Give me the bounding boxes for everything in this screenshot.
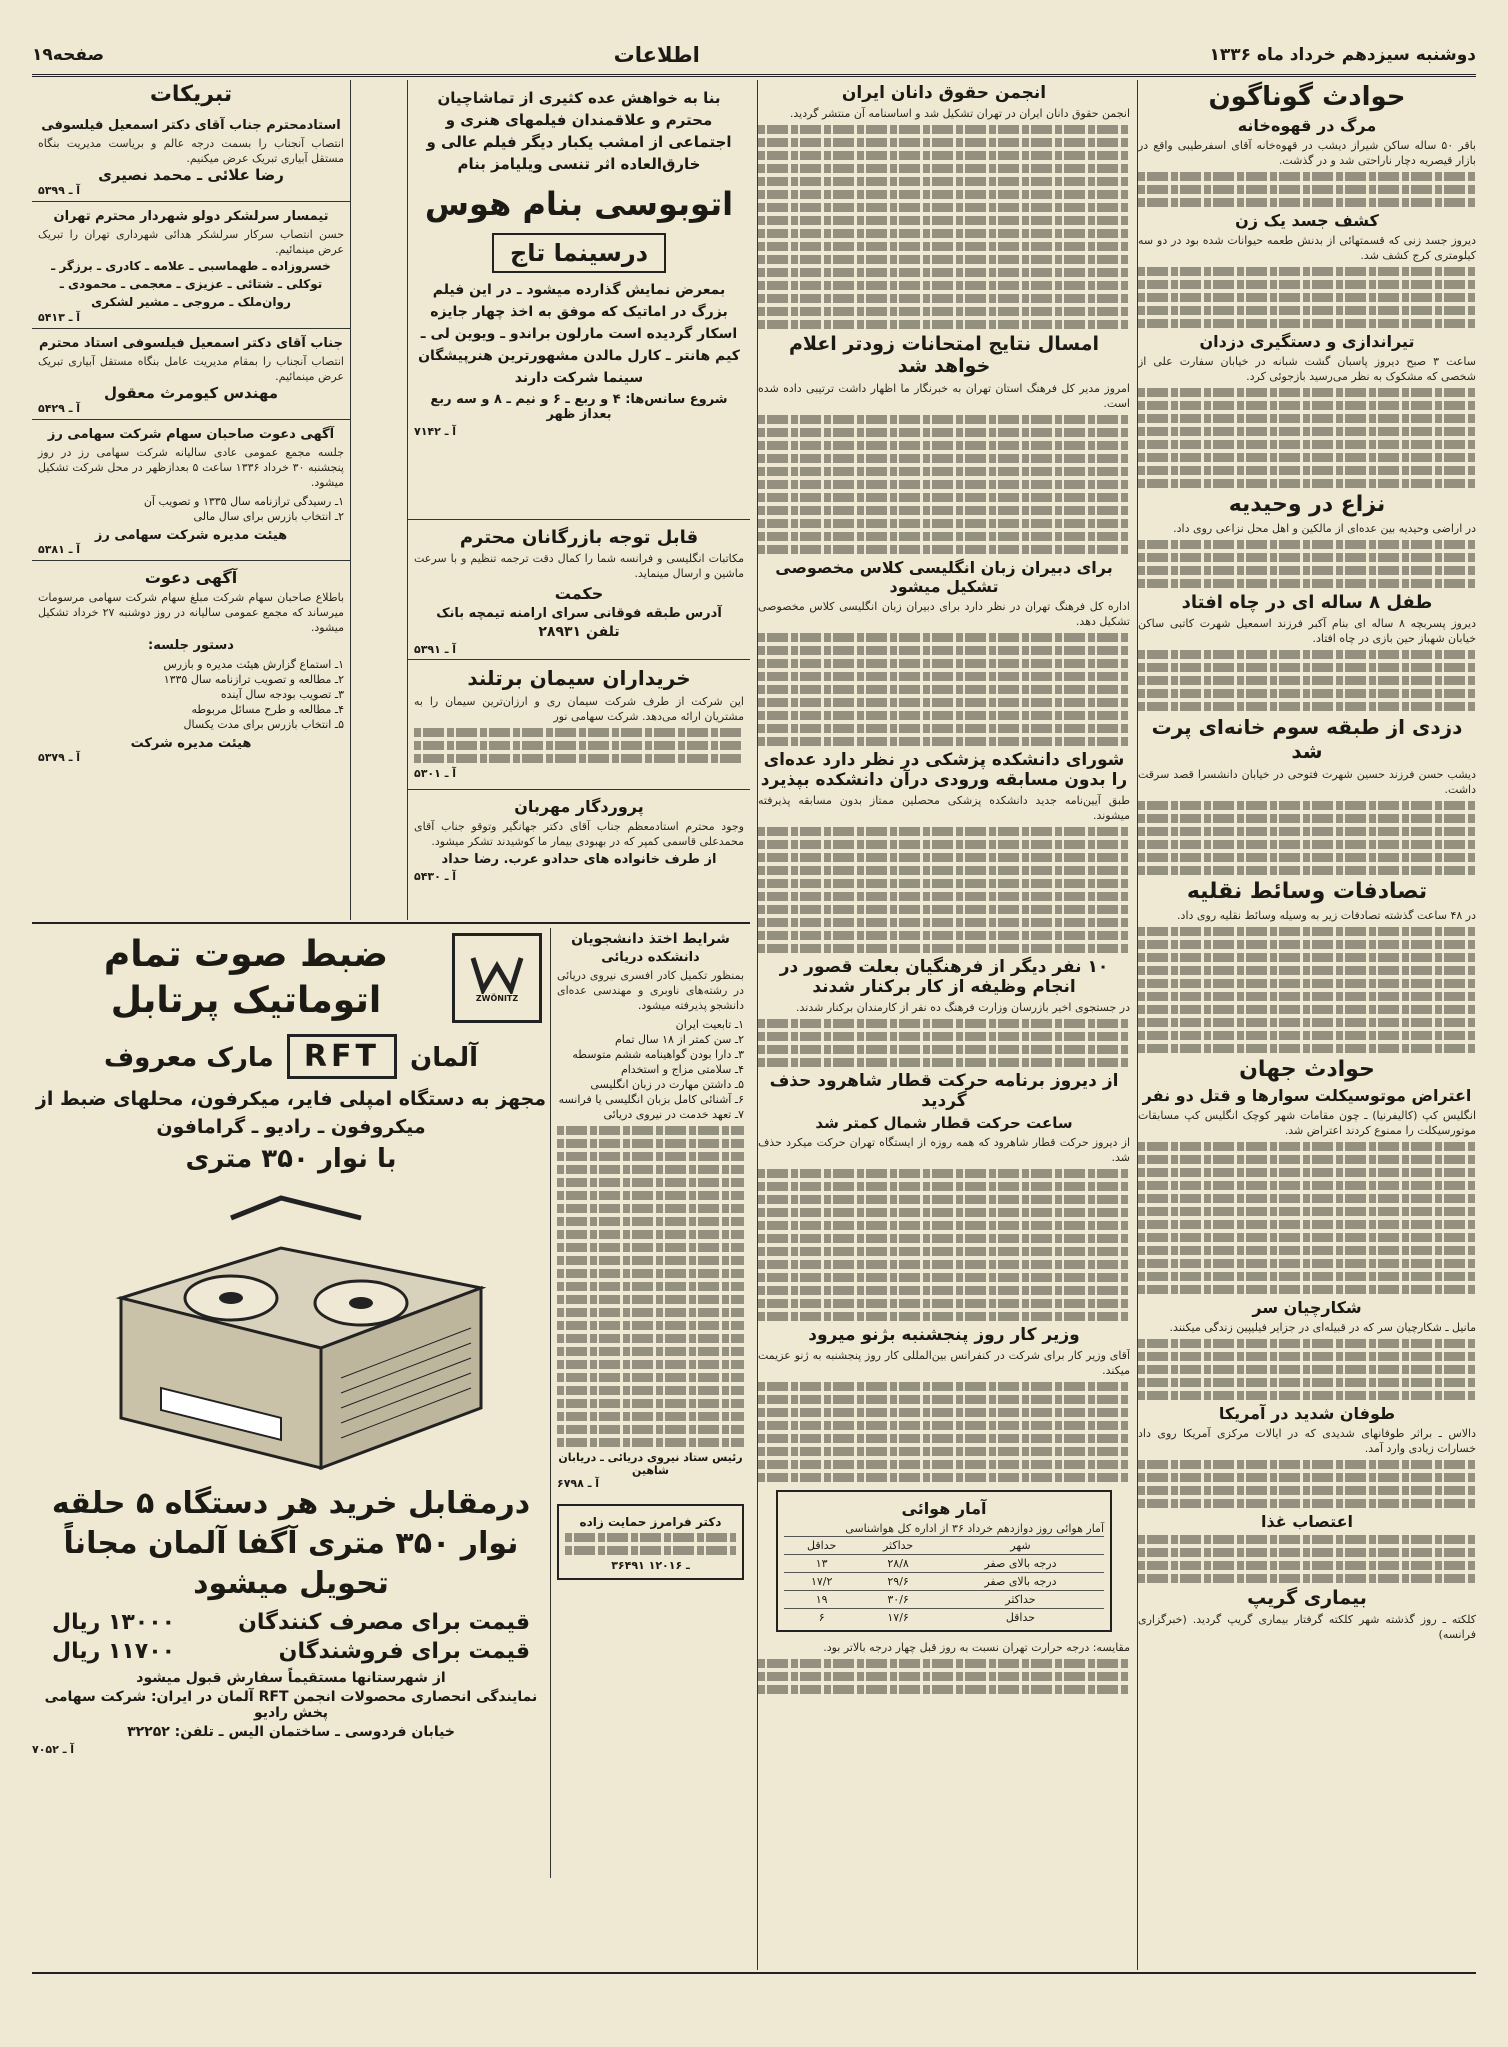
list-item: ۷ـ تعهد خدمت در نیروی دریائی [603,1108,744,1121]
ad-subtitle: دانشکده دریائی [601,950,700,965]
ad-body: این شرکت از طرف شرکت سیمان ری و ارزان‌ترین سیمان را به مشتریان ارائه می‌دهد. شرکت سهامی نور [414,695,744,723]
article-text: آقای وزیر کار برای شرکت در کنفرانس بین‌المللی کار روز پنجشنبه به ژنو عزیمت میکند. [758,1349,1130,1377]
thanks-ad [408,790,750,918]
agenda-list [38,494,344,524]
section-title: حوادث جهان [1239,1057,1375,1082]
notice [32,420,350,561]
column-ads [407,80,750,920]
headline: شورای دانشکده پزشکی در نظر دارد عده‌ای را بدون مسابقه ورودی درآن دانشکده بپذیرد [760,750,1128,790]
weather-note: مقایسه: درجه حرارت تهران نسبت به روز قبل چهار درجه بالاتر بود. [823,1641,1130,1654]
article-text: دیشب حسن فرزند حسین شهرت فتوحی در خیابان دانشسرا قصد سرقت داشت. [1138,768,1476,796]
headline: اعتصاب غذا [1260,1512,1354,1531]
movie-title: اتوبوسی بنام هوس [424,185,734,223]
notice-text: حسن انتصاب سرکار سرلشکر هدائی شهرداری تهران را تبریک عرض مینمائیم. [38,228,344,256]
ad-body: وجود محترم استادمعظم جناب آقای دکتر جهانگیر وتوقو جناب آقای محمدعلی قاسمی کمپر که در بهبودی بیمار ما کوشیدند تشکر میشود. [414,820,744,848]
list-item: ۳ـ تصویب بودجه سال آینده [220,688,344,701]
table-row: درجه بالای صفر ۲۹/۶ ۱۷/۲ [784,1573,1104,1591]
article-text: مانیل ـ شکارچیان سر که در قبیله‌ای در جزایر فیلیپین زندگی میکنند. [1169,1321,1476,1334]
company-name: حکمت [554,584,604,603]
ad-title: قابل توجه بازرگانان محترم [459,527,699,548]
brand-sub: مارک معروف [103,1043,274,1073]
price-dealer: ۱۱۷۰۰ ریال [52,1639,176,1664]
ad-ref: آ ـ ۵۴۳۰ [414,870,457,883]
column-news [1137,80,1476,1970]
article-text: انجمن حقوق دانان ایران در تهران تشکیل شد و اساسنامه آن منتشر گردید. [789,107,1130,120]
column-news-2 [757,80,1130,1970]
page-header [32,36,1476,77]
notice-text: باطلاع صاحبان سهام شرکت مبلغ سهام شرکت سهامی مرسومات میرساند که مجمع عمومی سالیانه در روز دوشنبه ۲۷ خرداد تشکیل میشود. [38,591,344,634]
notice-title: آگهی دعوت صاحبان سهام شرکت سهامی رز [47,427,335,442]
article-text: از دیروز حرکت قطار شاهرود که همه روزه از ایستگاه تهران حرکت میکرد حذف شد. [758,1136,1130,1164]
headline: انجمن حقوق دانان ایران [841,83,1047,103]
notice-signature: مهندس کیومرث معقول [103,384,279,402]
list-item: ۱ـ استماع گزارش هیئت مدیره و بازرس [163,658,344,671]
notice-title: تیمسار سرلشکر دولو شهردار محترم تهران [53,209,329,224]
headline: وزیر کار روز پنجشنبه بژنو میرود [808,1325,1080,1345]
weather-intro: آمار هوائی روز دوازدهم خرداد ۳۶ از اداره کل هواشناسی [845,1522,1104,1535]
notice [32,202,350,329]
notice-ref: آ ـ ۵۳۸۱ [38,543,81,556]
article-text: اداره کل فرهنگ تهران در نظر دارد برای دبیران زبان انگلیسی کلاس مخصوصی تشکیل دهد. [758,600,1130,628]
list-item: ۲ـ انتخاب بازرس برای سال مالی [193,510,344,523]
ad-footer: نمایندگی انحصاری محصولات انجمن RFT آلمان در ایران: شرکت سهامی پخش رادیو [44,1689,538,1721]
article-text: در ۴۸ ساعت گذشته تصادفات زیر به وسیله وسائط نقلیه روی داد. [1177,909,1476,922]
notice [32,329,350,420]
notice-signature: رضا علائی ـ محمد نصیری [98,166,284,184]
ad-title: شرایط اختذ دانشجویان [571,931,730,947]
ad-tape: با نوار ۳۵۰ متری [185,1144,397,1174]
weather-table: شهر حداکثر حداقل درجه بالای صفر ۲۸/۸ ۱۳ درجه بالای صفر ۲۹/۶ ۱۷/۲ حداکثر ۳۰/۶ ۱۹ حداقل ۱۷/۶ ۶ [784,1536,1104,1626]
notice-ref: آ ـ ۵۴۲۹ [38,402,81,415]
ad-ref: آ ـ ۶۷۹۸ [557,1477,600,1490]
origin: آلمان [410,1043,479,1073]
notice-ref: آ ـ ۵۳۹۹ [38,184,81,197]
headline: طفل ۸ ساله ای در چاه افتاد [1181,592,1433,613]
list-item: ۱ـ تابعیت ایران [675,1018,744,1031]
ad-footer: از شهرستانها مستقیماً سفارش قبول میشود [136,1670,446,1686]
headline: کشف جسد یک زن [1235,211,1379,230]
headline: برای دبیران زبان انگلیسی کلاس مخصوصی تشکیل میشود [775,558,1113,596]
headline: بیماری گریپ [1247,1587,1367,1609]
subheadline: ساعت حرکت قطار شمال کمتر شد [815,1114,1073,1132]
agenda-title: دستور جلسه: [148,638,234,653]
list-item: ۳ـ دارا بودن گواهینامه ششم متوسطه [572,1048,744,1061]
logo-text: ZWÖNITZ [475,993,519,1003]
headline: طوفان شدید در آمریکا [1218,1404,1396,1423]
article-text: دیروز جسد زنی که قسمتهائی از بدنش طعمه حیوانات شده بود در دو سه کیلومتری کرج کشف شد. [1138,234,1476,262]
ad-title: خریداران سیمان برتلند [467,666,691,690]
conditions-list [557,1017,744,1122]
notice-ref: آ ـ ۵۳۷۹ [38,751,81,764]
notice [32,561,350,768]
page-number: صفحه۱۹ [32,45,104,65]
notice-title: آگهی دعوت [144,568,238,587]
weather-box [776,1490,1112,1632]
tape-recorder-illustration-icon [81,1178,501,1478]
ad-ref: آ ـ ۵۳۰۱ [414,767,457,780]
list-item: ۴ـ مطالعه و طرح مسائل مربوطه [191,703,344,716]
notice-text: انتصاب آنجناب را بمقام مدیریت عامل بنگاه مستقل آبیاری تبریک عرض مینمائیم. [38,355,344,383]
article-text: دالاس ـ براثر طوفانهای شدیدی که در ایالات مرکزی آمریکا روی داد خسارات زیادی وارد آمد. [1138,1427,1476,1455]
headline: تصادفات وسائط نقلیه [1186,879,1428,904]
newspaper-name: اطلاعات [613,43,700,67]
price-dealer-label: قیمت برای فروشندگان [278,1639,530,1664]
headline: دزدی از طبقه سوم خانه‌ای پرت شد [1151,715,1463,763]
show-times: شروع سانس‌ها: ۴ و ربع ـ ۶ و نیم ـ ۸ و سه ربع بعداز ظهر [430,392,728,422]
notice-text: جلسه مجمع عمومی عادی سالیانه شرکت سهامی رز در روز پنجشنبه ۳۰ خرداد ۱۳۳۶ ساعت ۵ بعدازظهر در محل شرکت تشکیل میشود. [38,446,344,489]
headline: ۱۰ نفر دیگر از فرهنگیان بعلت قصور در انجام وظیفه از کار برکنار شدند [779,957,1109,997]
article-text: دیروز پسربچه ۸ ساله ای بنام آکبر فرزند اسمعیل شهرت کاتبی ساکن خیابان شهباز حین بازی در چاه افتاد. [1138,617,1476,645]
price-consumer-label: قیمت برای مصرف کنندگان [238,1610,530,1635]
headline: امسال نتایج امتحانات زودتر اعلام خواهد شد [788,333,1100,377]
ad-body: مکاتبات انگلیسی و فرانسه شما را کمال دقت ترجمه تنظیم و با سرعت ماشین و ارسال مینماید. [414,552,744,580]
zwonitz-logo-icon [469,954,525,994]
brand-name: RFT [287,1034,397,1079]
notice-title: استادمحترم جناب آقای دکتر اسمعیل فیلسوفی [41,118,341,133]
doctor-name: دکتر فرامرز حمایت زاده [579,1515,722,1529]
ad-title: پروردگار مهربان [514,797,644,816]
section-title: حوادث گوناگون [1208,82,1406,112]
ad-signature: رئیس ستاد نیروی دریائی ـ دریابان شاهین [558,1451,743,1477]
ad-ref: آ ـ ۷۰۵۲ [32,1743,75,1756]
notice [32,111,350,202]
doctor-card [557,1504,744,1580]
article-text: کلکته ـ روز گذشته شهر کلکته گرفتار بیماری گریپ گردید. (خبرگزاری فرانسه) [1138,1613,1476,1641]
ad-ref: آ ـ ۷۱۴۲ [414,425,457,438]
ad-features: مجهز به دستگاه امپلی فایر، میکرفون، محلهای ضبط از میکروفون ـ رادیو ـ گرامافون [35,1088,547,1138]
article-text: ساعت ۳ صبح دیروز پاسبان گشت شبانه در خیابان سفارت علی از شخصی که مشکوک به نظر می‌رسید بازجوئی کرد. [1138,355,1476,383]
headline: نزاع در وحیدیه [1228,492,1386,517]
article-text: انگلیس کپ (کالیفرنیا) ـ چون مقامات شهر کوچک انگلیس کپ مسابقات موتورسیکلت را ممنوع کردند اعتراض شد. [1138,1109,1476,1137]
conditions-ad [550,928,750,1878]
list-item: ۲ـ مطالعه و تصویب ترازنامه سال ۱۳۳۵ [163,673,344,686]
notice-text: انتصاب آنجناب را بسمت درجه عالم و بریاست مدیریت بنگاه مستقل آبیاری تبریک عرض میکنیم. [38,137,344,165]
agenda-list [38,657,344,732]
notice-signature: هیئت مدیره شرکت [130,736,252,751]
section-title: تبریکات [149,82,233,107]
notice-title: جناب آقای دکتر اسمعیل فیلسوفی استاد محترم [39,336,343,351]
ad-body: بمنظور تکمیل کادر افسری نیروی دریائی در رشته‌های ناوبری و مهندسی عده‌ای دانشجو پذیرفته میشود. [557,969,744,1012]
tape-recorder-ad [32,928,550,1878]
article-text: باقر ۵۰ ساله ساکن شیراز دیشب در قهوه‌خانه آقای اسفرطیبی واقع در بازار قیصریه دچار ناراحتی شد و در گذشت. [1138,139,1476,167]
cinema-ad [408,80,750,520]
list-item: ۵ـ داشتن مهارت در زبان انگلیسی [590,1078,744,1091]
list-item: ۶ـ آشنائی کامل بزبان انگلیسی یا فرانسه [558,1093,744,1106]
headline: اعتراض موتوسیکلت سوارها و قتل دو نفر [1142,1086,1472,1105]
divider [32,922,750,924]
table-row: درجه بالای صفر ۲۸/۸ ۱۳ [784,1555,1104,1573]
article-text: در جستجوی اخیر بازرسان وزارت فرهنگ ده نفر از کارمندان برکنار شدند. [796,1001,1130,1014]
notice-signature: هیئت مدیره شرکت سهامی رز [94,528,288,543]
article-text: در اراضی وحیدیه بین عده‌ای از مالکین و اهل محل نزاعی روی داد. [1173,522,1476,535]
brand-logo [452,933,542,1023]
price-consumer: ۱۳۰۰۰ ریال [52,1610,176,1635]
article-text: امروز مدیر کل فرهنگ استان تهران به خبرنگار ما اظهار داشت ترتیبی داده شده است. [758,382,1130,410]
list-item: ۲ـ سن کمتر از ۱۸ سال تمام [614,1033,744,1046]
page-date: دوشنبه سیزدهم خرداد ماه ۱۳۳۶ [1209,45,1476,65]
cement-ad [408,660,750,790]
ad-offer: درمقابل خرید هر دستگاه ۵ حلقه نوار ۳۵۰ متری آگفا آلمان مجاناً تحویل میشود [51,1486,531,1601]
ad-phone: تلفن ۲۸۹۳۱ [538,624,620,640]
article-text: طبق آیین‌نامه جدید دانشکده پزشکی محصلین ممتاز بدون مسابقه پذیرفته میشوند. [758,794,1130,822]
table-row: حداقل ۱۷/۶ ۶ [784,1609,1104,1627]
table-row: حداکثر ۳۰/۶ ۱۹ [784,1591,1104,1609]
translation-ad [408,520,750,660]
ad-footer: خیابان فردوسی ـ ساختمان الیس ـ تلفن: ۳۲۲۵۲ [127,1724,455,1740]
ad-intro: بنا به خواهش عده کثیری از تماشاچیان محترم و علاقمندان فیلمهای هنری و اجتماعی از امشب یکبار دیگر فیلم عالی و خارق‌العاده اثر تنسی ویلیامز بنام [426,89,732,173]
headline: مرگ در قهوه‌خانه [1237,116,1377,135]
notice-signature: خسروزاده ـ طهماسبی ـ علامه ـ کادری ـ برزگر ـ توکلی ـ شتائی ـ عزیزی ـ معجمی ـ محمودی ـ روان‌ملک ـ مروجی ـ مشیر لشکری [51,259,331,309]
headline: تیراندازی و دستگیری دزدان [1199,332,1415,351]
column-notices [32,80,351,920]
headline: شکارچیان سر [1252,1298,1362,1317]
cinema-name: درسینما تاج [492,233,666,273]
list-item: ۵ـ انتخاب بازرس برای مدت یکسال [183,718,344,731]
ad-signature: از طرف خانواده های حدادو عرب. رضا حداد [441,852,717,867]
list-item: ۴ـ سلامتی مزاج و استخدام [620,1063,744,1076]
ad-headline: ضبط صوت تمام اتوماتیک پرتابل [103,934,389,1021]
headline: از دیروز برنامه حرکت قطار شاهرود حذف گردید [769,1071,1119,1111]
weather-title: آمار هوائی [901,1499,987,1518]
page-bottom-rule [32,1972,1476,1974]
ad-address: آدرس طبقه فوقانی سرای ارامنه تیمچه بانک [436,606,722,621]
doctor-ref: ۳۶۴۹۱ ـ ۱۲۰۱۶ [611,1559,690,1572]
list-item: ۱ـ رسیدگی ترازنامه سال ۱۳۳۵ و تصویب آن [143,495,344,508]
ad-body: بمعرض نمایش گذارده میشود ـ در این فیلم بزرگ در اماتیک که موفق به اخذ چهار جایزه اسکار گردیده است مارلون براندو ـ ویوین لی ـ کیم هانتر ـ کارل مالدن مشهورترین هنرپیشگان سینما شرکت دارند [418,282,740,386]
notice-ref: آ ـ ۵۴۱۳ [38,311,81,324]
ad-ref: آ ـ ۵۳۹۱ [414,643,457,656]
